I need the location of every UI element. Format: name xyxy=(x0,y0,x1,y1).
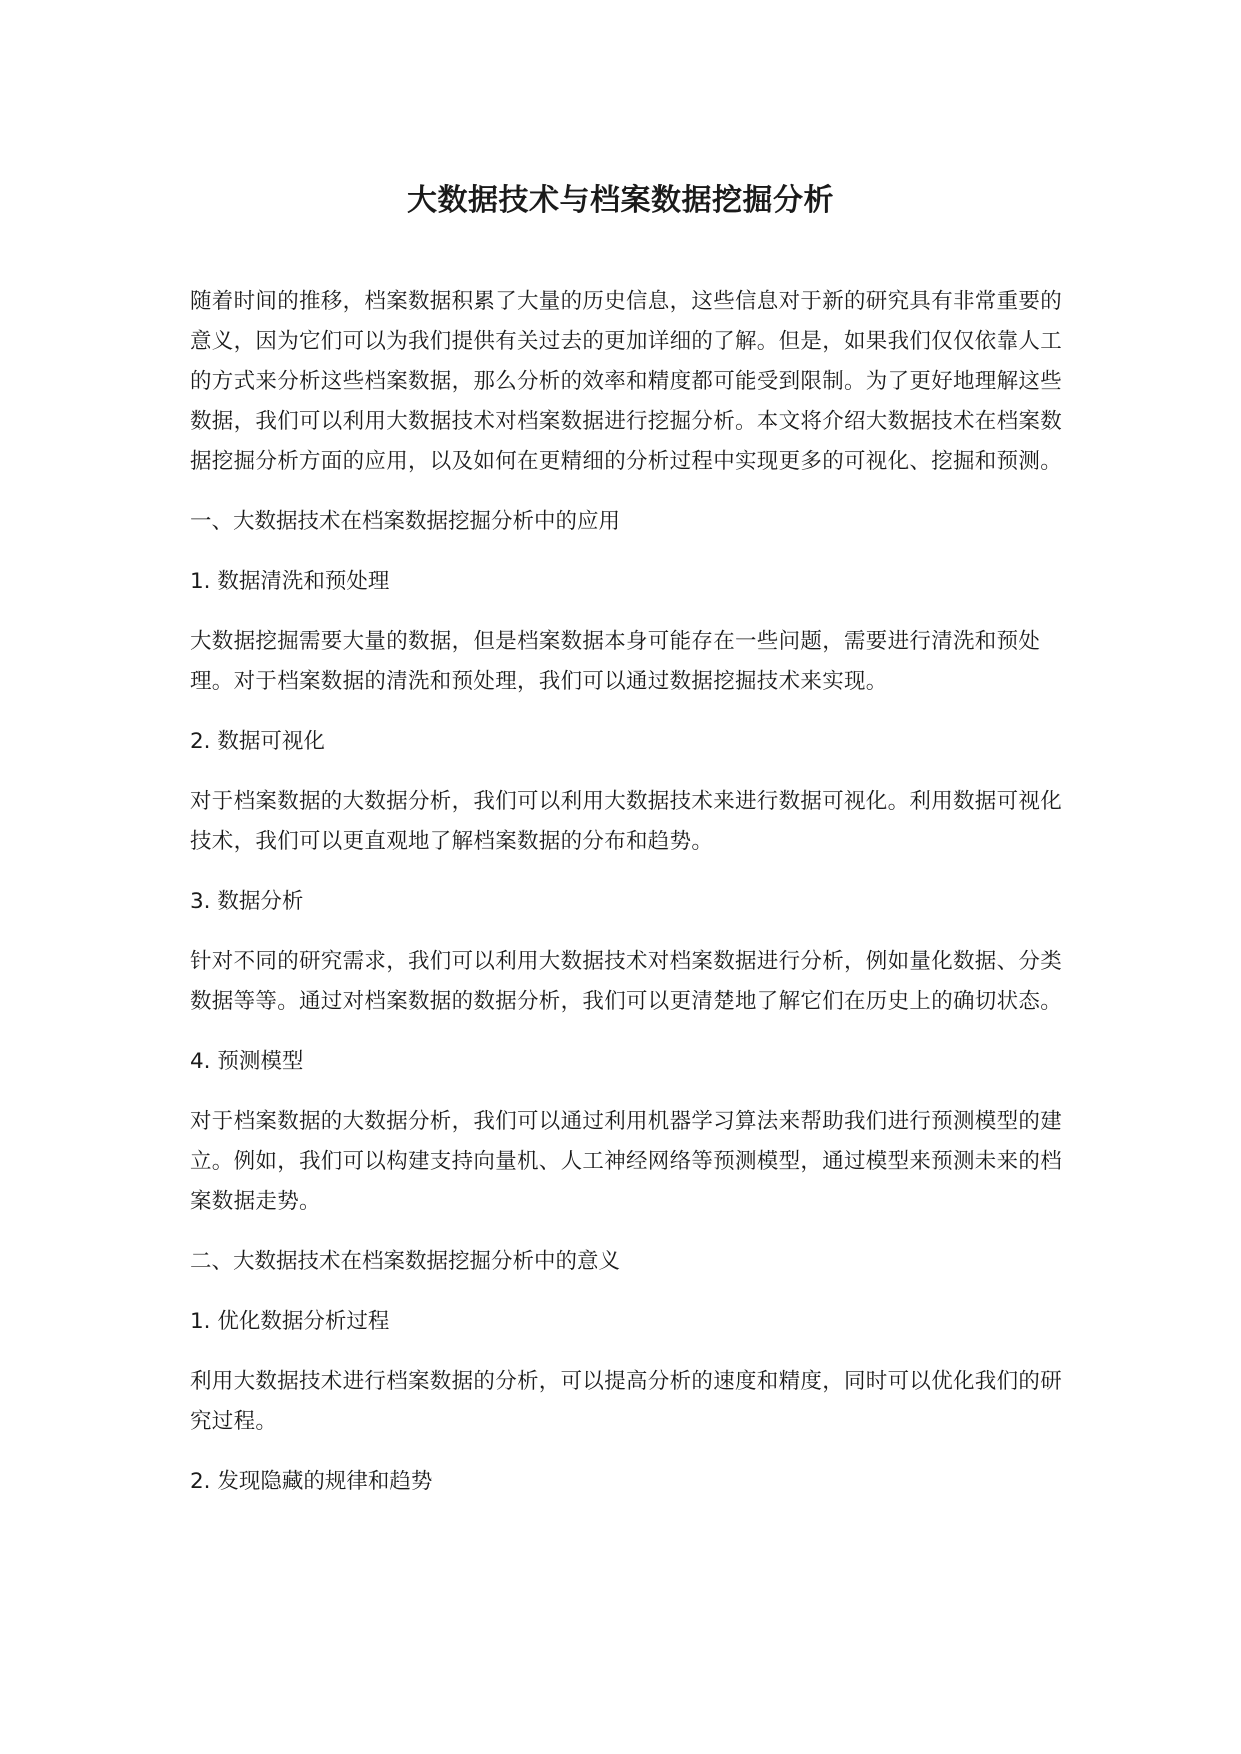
section-2-heading: 二、大数据技术在档案数据挖掘分析中的意义 xyxy=(190,1249,621,1274)
section-1-heading: 一、大数据技术在档案数据挖掘分析中的应用 xyxy=(190,509,621,534)
subsection-paragraph: 对于档案数据的大数据分析，我们可以利用大数据技术来进行数据可视化。利用数据可视化技术，我们可以更直观地了解档案数据的分布和趋势。 xyxy=(190,789,1063,854)
subsection-paragraph: 利用大数据技术进行档案数据的分析，可以提高分析的速度和精度，同时可以优化我们的研究过程。 xyxy=(190,1369,1063,1434)
subsection-heading: 3. 数据分析 xyxy=(190,889,304,914)
subsection-paragraph: 对于档案数据的大数据分析，我们可以通过利用机器学习算法来帮助我们进行预测模型的建立。例如，我们可以构建支持向量机、人工神经网络等预测模型，通过模型来预测未来的档案数据走势。 xyxy=(190,1109,1063,1214)
subsection-paragraph: 针对不同的研究需求，我们可以利用大数据技术对档案数据进行分析，例如量化数据、分类数据等等。通过对档案数据的数据分析，我们可以更清楚地了解它们在历史上的确切状态。 xyxy=(190,949,1063,1014)
document-body xyxy=(190,282,1070,1522)
subsection-paragraph: 大数据挖掘需要大量的数据，但是档案数据本身可能存在一些问题，需要进行清洗和预处理。对于档案数据的清洗和预处理，我们可以通过数据挖掘技术来实现。 xyxy=(190,629,1041,694)
subsection-heading: 1. 数据清洗和预处理 xyxy=(190,569,390,594)
document-title: 大数据技术与档案数据挖掘分析 xyxy=(407,183,834,218)
subsection-heading: 4. 预测模型 xyxy=(190,1049,304,1074)
subsection-heading: 1. 优化数据分析过程 xyxy=(190,1309,390,1334)
subsection-heading: 2. 数据可视化 xyxy=(190,729,325,754)
intro-paragraph: 随着时间的推移，档案数据积累了大量的历史信息，这些信息对于新的研究具有非常重要的意义，因为它们可以为我们提供有关过去的更加详细的了解。但是，如果我们仅仅依靠人工的方式来分析这些档案数据，那么分析的效率和精度都可能受到限制。为了更好地理解这些数据，我们可以利用大数据技术对档案数据进行挖掘分析。本文将介绍大数据技术在档案数据挖掘分析方面的应用，以及如何在更精细的分析过程中实现更多的可视化、挖掘和预测。 xyxy=(190,289,1063,474)
subsection-heading: 2. 发现隐藏的规律和趋势 xyxy=(190,1469,433,1494)
